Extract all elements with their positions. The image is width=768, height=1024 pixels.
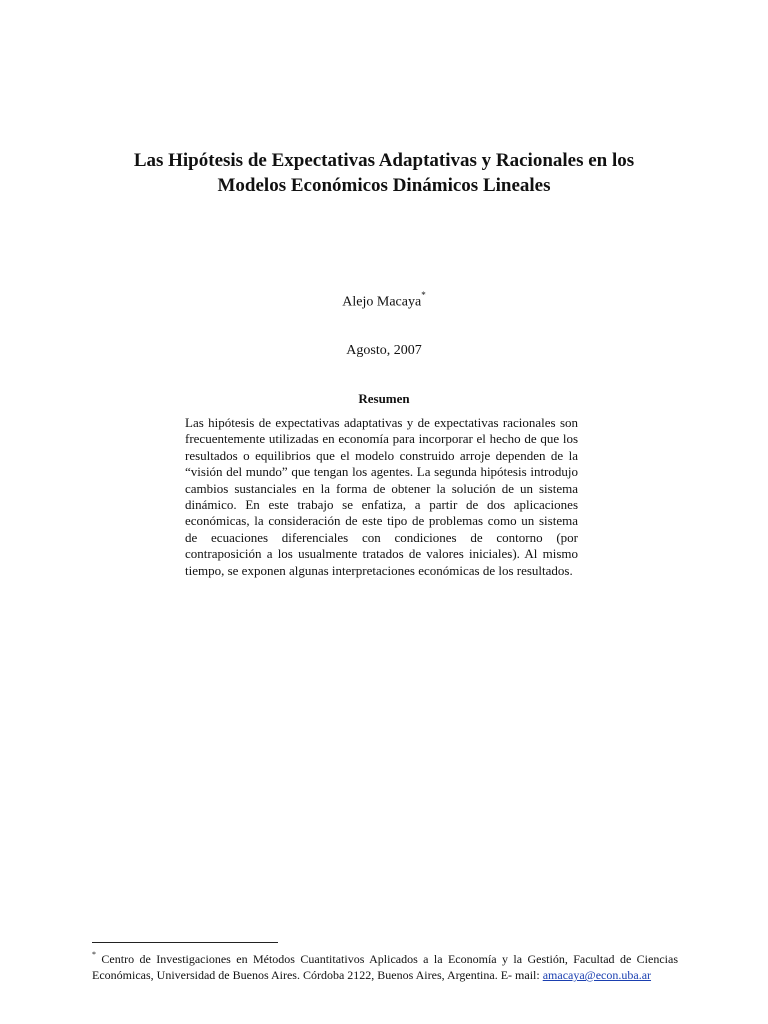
- footnote: [92, 948, 678, 983]
- footnote-divider: [92, 942, 278, 943]
- footnote-marker: *: [92, 950, 96, 959]
- footnote-text: Centro de Investigaciones en Métodos Cuantitativos Aplicados a la Economía y la Gestión, Facultad de Ciencias Económicas, Universidad de Buenos Aires. Córdoba 2122, Buenos Aires, Argentina. E- mail:: [92, 952, 678, 982]
- paper-title-line-1: Las Hipótesis de Expectativas Adaptativas y Racionales en los: [133, 150, 635, 171]
- author-line: [0, 288, 768, 312]
- author-email-link[interactable]: amacaya@econ.uba.ar: [542, 968, 652, 982]
- abstract-heading: Resumen: [358, 391, 410, 406]
- publication-date: Agosto, 2007: [346, 343, 422, 358]
- paper-title-line-2: Modelos Económicos Dinámicos Lineales: [217, 175, 551, 196]
- author-name: Alejo Macaya: [342, 294, 422, 310]
- paper-title: [80, 148, 688, 198]
- abstract-body: Las hipótesis de expectativas adaptativas y de expectativas racionales son frecuentemente utilizadas en economía para incorporar el hecho de que los resultados o equilibrios que el modelo construido arroje dependen de la “visión del mundo” que tengan los agentes. La segunda hipótesis introdujo cambios sustanciales en la forma de obtener la solución de un sistema dinámico. En este trabajo se enfatiza, a partir de dos aplicaciones económicas, la consideración de este tipo de problemas como un sistema de ecuaciones diferenciales con condiciones de contorno (por contraposición a los usualmente tratados de valores iniciales). Al mismo tiempo, se exponen algunas interpretaciones económicas de los resultados.: [185, 415, 578, 578]
- author-footnote-marker: *: [421, 290, 426, 300]
